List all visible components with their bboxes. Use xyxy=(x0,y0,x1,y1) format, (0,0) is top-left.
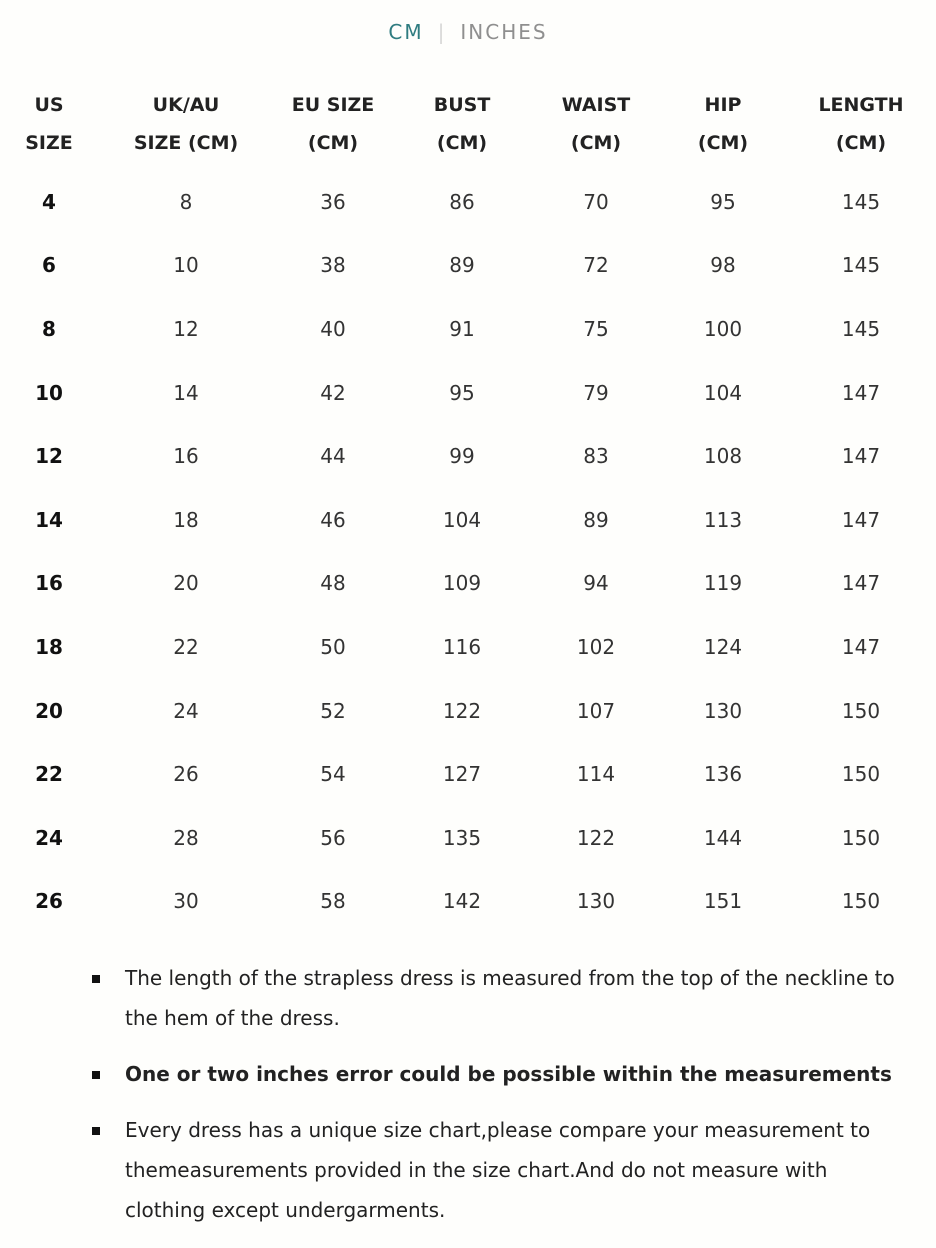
header-length xyxy=(786,80,936,170)
cell-bust: 142 xyxy=(442,889,482,914)
cell-bust: 99 xyxy=(449,444,475,469)
cell-waist: 94 xyxy=(583,571,609,596)
cell-eu-size: 58 xyxy=(320,889,346,914)
cell-uk-au-size: 10 xyxy=(173,253,199,278)
header-line: (CM) xyxy=(307,132,359,154)
cell-waist: 83 xyxy=(583,444,609,469)
table-row xyxy=(0,870,936,934)
cell-waist: 79 xyxy=(583,380,609,405)
cell-us-size: 24 xyxy=(35,825,63,850)
bullet-icon xyxy=(92,975,100,983)
table-row xyxy=(0,488,936,552)
cell-uk-au-size: 26 xyxy=(173,762,199,787)
cell-us-size: 10 xyxy=(35,380,63,405)
table-row xyxy=(0,552,936,616)
cell-eu-size: 42 xyxy=(320,380,346,405)
cell-hip: 151 xyxy=(703,889,743,914)
cell-uk-au-size: 22 xyxy=(173,634,199,659)
cell-length: 147 xyxy=(841,634,881,659)
unit-cm-tab[interactable]: CM xyxy=(388,20,424,44)
cell-length: 150 xyxy=(841,889,881,914)
header-bust xyxy=(392,80,532,170)
cell-uk-au-size: 30 xyxy=(173,889,199,914)
cell-hip: 130 xyxy=(703,698,743,723)
cell-eu-size: 44 xyxy=(320,444,346,469)
header-eu-size xyxy=(274,80,392,170)
cell-eu-size: 36 xyxy=(320,189,346,214)
cell-length: 150 xyxy=(841,825,881,850)
cell-bust: 109 xyxy=(442,571,482,596)
cell-us-size: 6 xyxy=(42,253,56,278)
cell-bust: 127 xyxy=(442,762,482,787)
table-row xyxy=(0,806,936,870)
cell-eu-size: 50 xyxy=(320,634,346,659)
cell-us-size: 18 xyxy=(35,634,63,659)
cell-length: 145 xyxy=(841,189,881,214)
cell-us-size: 20 xyxy=(35,698,63,723)
cell-length: 147 xyxy=(841,571,881,596)
cell-hip: 144 xyxy=(703,825,743,850)
unit-toggle xyxy=(0,20,936,44)
note-text: The length of the strapless dress is measured from the top of the neckline to the hem of the dress. xyxy=(125,966,895,1030)
cell-uk-au-size: 24 xyxy=(173,698,199,723)
cell-us-size: 12 xyxy=(35,444,63,469)
cell-hip: 95 xyxy=(710,189,736,214)
cell-eu-size: 48 xyxy=(320,571,346,596)
header-line: (CM) xyxy=(697,132,749,154)
unit-separator: | xyxy=(437,20,447,44)
cell-length: 150 xyxy=(841,698,881,723)
table-row xyxy=(0,679,936,743)
cell-hip: 100 xyxy=(703,316,743,341)
size-notes-list xyxy=(0,958,936,1246)
cell-uk-au-size: 18 xyxy=(173,507,199,532)
note-text: Every dress has a unique size chart,please compare your measurement to themeasurements provided in the size chart.And do not measure with clothing except undergarments. xyxy=(125,1118,871,1222)
header-line: BUST xyxy=(433,94,491,116)
note-item xyxy=(0,958,936,1038)
cell-hip: 98 xyxy=(710,253,736,278)
cell-bust: 116 xyxy=(442,634,482,659)
table-row xyxy=(0,234,936,298)
cell-hip: 113 xyxy=(703,507,743,532)
cell-uk-au-size: 16 xyxy=(173,444,199,469)
cell-waist: 122 xyxy=(576,825,616,850)
cell-length: 145 xyxy=(841,253,881,278)
cell-waist: 72 xyxy=(583,253,609,278)
cell-length: 145 xyxy=(841,316,881,341)
cell-uk-au-size: 8 xyxy=(179,189,193,214)
cell-uk-au-size: 14 xyxy=(173,380,199,405)
cell-us-size: 14 xyxy=(35,507,63,532)
note-text: One or two inches error could be possible within the measurements xyxy=(125,1062,892,1086)
header-uk-au-size xyxy=(98,80,274,170)
cell-eu-size: 46 xyxy=(320,507,346,532)
table-row xyxy=(0,615,936,679)
bullet-icon xyxy=(92,1127,100,1135)
header-line: HIP xyxy=(704,94,742,116)
table-row xyxy=(0,742,936,806)
cell-bust: 89 xyxy=(449,253,475,278)
cell-waist: 70 xyxy=(583,189,609,214)
cell-waist: 75 xyxy=(583,316,609,341)
header-line: (CM) xyxy=(436,132,488,154)
header-line: LENGTH xyxy=(818,94,904,116)
cell-eu-size: 52 xyxy=(320,698,346,723)
table-row xyxy=(0,170,936,234)
cell-eu-size: 54 xyxy=(320,762,346,787)
cell-bust: 104 xyxy=(442,507,482,532)
header-line: UK/AU xyxy=(152,94,220,116)
cell-us-size: 22 xyxy=(35,762,63,787)
cell-uk-au-size: 28 xyxy=(173,825,199,850)
cell-us-size: 4 xyxy=(42,189,56,214)
cell-hip: 124 xyxy=(703,634,743,659)
table-row xyxy=(0,424,936,488)
cell-waist: 114 xyxy=(576,762,616,787)
header-line: WAIST xyxy=(561,94,631,116)
table-header-row xyxy=(0,80,936,170)
header-us-size xyxy=(0,80,98,170)
cell-waist: 107 xyxy=(576,698,616,723)
cell-us-size: 8 xyxy=(42,316,56,341)
header-waist xyxy=(532,80,660,170)
header-line: SIZE xyxy=(25,132,73,154)
cell-length: 147 xyxy=(841,444,881,469)
cell-bust: 86 xyxy=(449,189,475,214)
header-line: (CM) xyxy=(570,132,622,154)
cell-uk-au-size: 20 xyxy=(173,571,199,596)
header-line: EU SIZE xyxy=(291,94,375,116)
unit-inches-tab[interactable]: INCHES xyxy=(460,20,548,44)
table-row xyxy=(0,361,936,425)
cell-eu-size: 38 xyxy=(320,253,346,278)
size-chart-table xyxy=(0,80,936,933)
header-hip xyxy=(660,80,786,170)
header-line: SIZE (CM) xyxy=(133,132,239,154)
note-item xyxy=(0,1054,936,1094)
cell-bust: 122 xyxy=(442,698,482,723)
cell-length: 147 xyxy=(841,507,881,532)
header-line: (CM) xyxy=(835,132,887,154)
cell-waist: 102 xyxy=(576,634,616,659)
cell-bust: 91 xyxy=(449,316,475,341)
cell-bust: 95 xyxy=(449,380,475,405)
cell-hip: 108 xyxy=(703,444,743,469)
note-item xyxy=(0,1110,936,1230)
cell-waist: 130 xyxy=(576,889,616,914)
cell-hip: 119 xyxy=(703,571,743,596)
cell-waist: 89 xyxy=(583,507,609,532)
cell-us-size: 26 xyxy=(35,889,63,914)
cell-hip: 136 xyxy=(703,762,743,787)
cell-hip: 104 xyxy=(703,380,743,405)
cell-eu-size: 40 xyxy=(320,316,346,341)
cell-eu-size: 56 xyxy=(320,825,346,850)
cell-bust: 135 xyxy=(442,825,482,850)
cell-uk-au-size: 12 xyxy=(173,316,199,341)
table-row xyxy=(0,297,936,361)
header-line: US xyxy=(34,94,64,116)
cell-length: 150 xyxy=(841,762,881,787)
cell-length: 147 xyxy=(841,380,881,405)
cell-us-size: 16 xyxy=(35,571,63,596)
bullet-icon xyxy=(92,1071,100,1079)
